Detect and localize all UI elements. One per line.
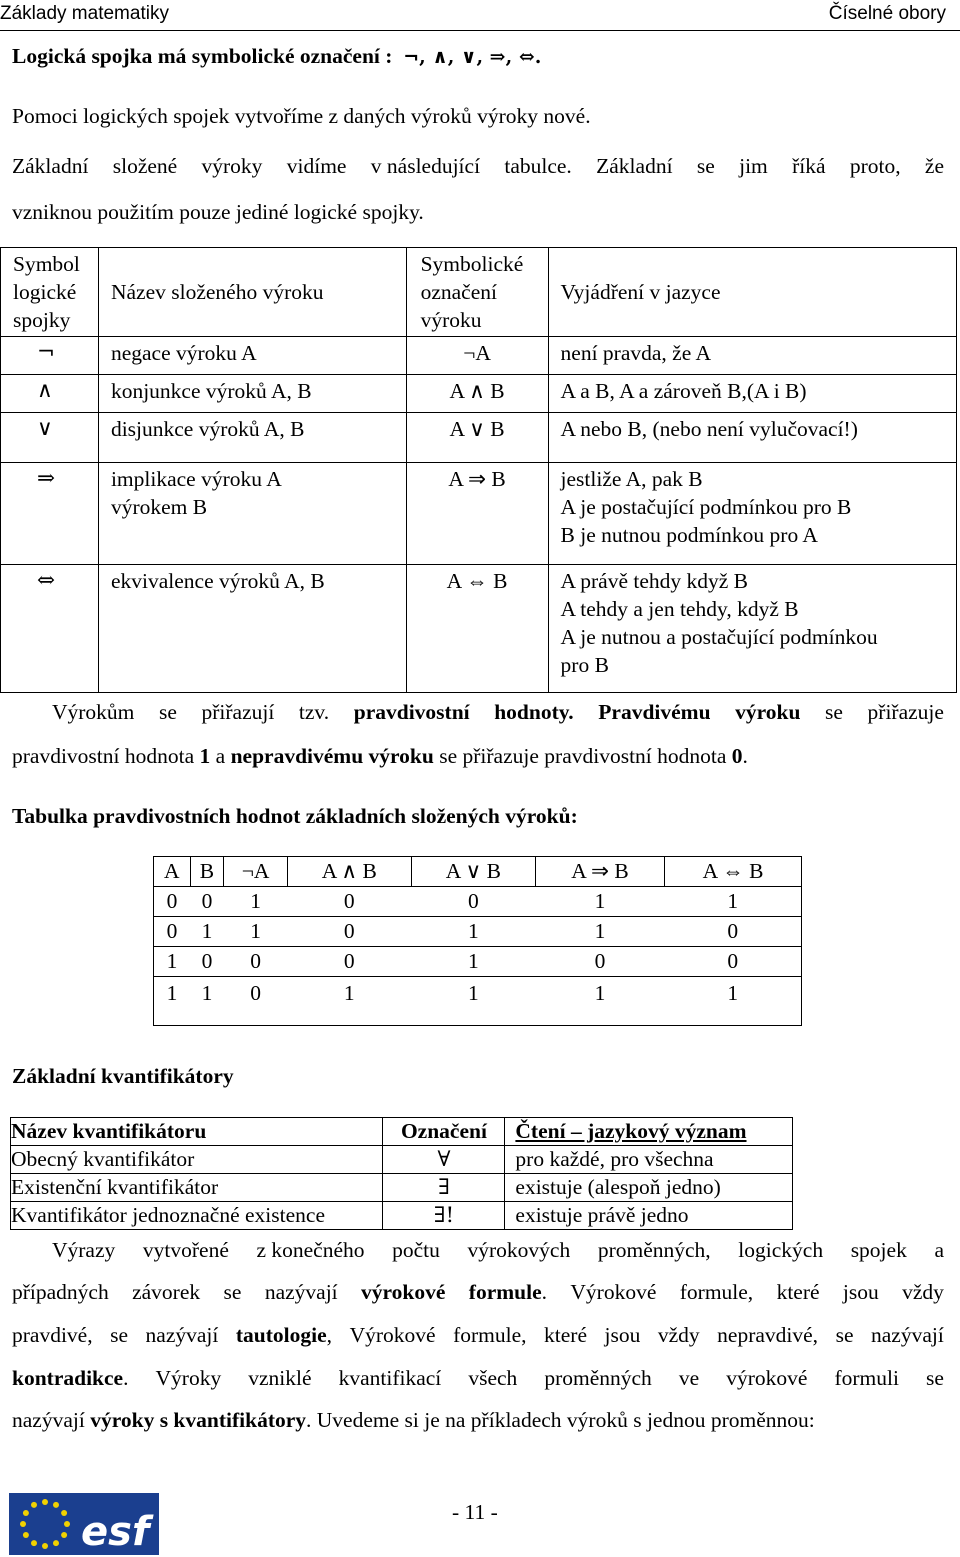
esf-logo xyxy=(9,1493,159,1555)
word: vzniklé xyxy=(248,1366,312,1390)
logo-star xyxy=(42,1543,48,1549)
word: výrokové xyxy=(361,1280,446,1304)
statement-name: ekvivalence výroků A, B xyxy=(98,565,406,693)
word: ve xyxy=(678,1366,700,1390)
statement-meaning: jestliže A, pak B A je postačující podmínkou pro B B je nutnou podmínkou pro A xyxy=(548,463,956,565)
page-header xyxy=(0,0,960,31)
truth-header-cell: A ∧ B xyxy=(287,857,411,887)
paragraph-formulas-line1 xyxy=(52,1238,944,1263)
logo-star xyxy=(23,1532,29,1538)
word: Pravdivému xyxy=(598,700,711,724)
word: formule. xyxy=(468,1280,548,1304)
truth-cell: 0 xyxy=(224,947,287,977)
paragraph-connectives: Logická spojka má symbolické označení : ¬, ∧, ∨, ⇒, ⇔. xyxy=(12,44,542,68)
paragraph-formulas-line2 xyxy=(12,1280,944,1305)
word: výroku xyxy=(735,700,801,724)
truth-header-cell: B xyxy=(190,857,224,887)
word: tautologie, xyxy=(235,1323,333,1347)
quant-header-cell: Čtení – jazykový význam xyxy=(505,1118,793,1146)
quant-row xyxy=(11,1174,793,1202)
logo-star xyxy=(31,1502,37,1508)
word: se xyxy=(159,700,177,724)
truth-cell: 0 xyxy=(154,887,191,917)
truth-row xyxy=(154,947,802,977)
word: se xyxy=(835,1323,854,1347)
quant-header-cell: Název kvantifikátoru xyxy=(11,1118,383,1146)
logo-star xyxy=(42,1499,48,1505)
statement-notation: A ⇒ B xyxy=(406,463,548,565)
word: se xyxy=(825,700,843,724)
truth-table-title: Tabulka pravdivostních hodnot základních složených výroků: xyxy=(12,804,578,828)
truth-cell: 0 xyxy=(154,917,191,947)
truth-header-cell: A ⇔ B xyxy=(665,857,802,887)
word: se xyxy=(696,154,715,178)
table-header-cell: Symbol logické spojky xyxy=(1,248,99,337)
quant-cell: pro každé, pro všechna xyxy=(505,1146,793,1174)
table-row xyxy=(1,463,957,565)
statement-name: negace výroku A xyxy=(98,337,406,375)
paragraph-formulas-line3 xyxy=(12,1323,944,1348)
word: proměnných, xyxy=(597,1238,711,1262)
truth-cell: 0 xyxy=(535,947,664,977)
quant-row xyxy=(11,1202,793,1230)
header-right: Číselné obory xyxy=(828,3,946,24)
paragraph-formulas-line5: nazývají výroky s kvantifikátory. Uvedeme si je na příkladech výroků s jednou proměnnou: xyxy=(12,1408,815,1432)
word: vytvořené xyxy=(142,1238,229,1262)
truth-row xyxy=(154,977,802,1026)
word: vždy xyxy=(902,1280,944,1304)
truth-cell: 0 xyxy=(287,917,411,947)
word: pravdivostní xyxy=(353,700,470,724)
table-header-row xyxy=(1,248,957,337)
word: Výroky xyxy=(155,1366,222,1390)
statement-name: konjunkce výroků A, B xyxy=(98,375,406,413)
truth-cell: 1 xyxy=(190,917,224,947)
table-header-cell: Symbolické označení výroku xyxy=(406,248,548,337)
word: Výrokům xyxy=(52,700,135,724)
word: vidíme xyxy=(286,154,347,178)
word: hodnoty. xyxy=(494,700,574,724)
connective-symbol: ⇒ xyxy=(1,463,99,565)
paragraph-formulas-line4 xyxy=(12,1366,944,1391)
truth-cell: 1 xyxy=(535,887,664,917)
logo-star xyxy=(61,1532,67,1538)
paragraph-new-statements: Pomoci logických spojek vytvoříme z daných výroků výroky nové. xyxy=(12,104,591,128)
header-left: Základy matematiky xyxy=(0,3,169,24)
truth-cell: 1 xyxy=(411,917,535,947)
word: se xyxy=(110,1323,129,1347)
truth-cell: 0 xyxy=(190,947,224,977)
statement-name: disjunkce výroků A, B xyxy=(98,413,406,463)
word: v následující xyxy=(370,154,481,178)
word: formule, xyxy=(679,1280,754,1304)
word: Výrokové xyxy=(570,1280,657,1304)
quant-row xyxy=(11,1146,793,1174)
table-row xyxy=(1,337,957,375)
truth-table xyxy=(153,856,802,1026)
truth-cell: 0 xyxy=(411,887,535,917)
quant-header-cell: Označení xyxy=(383,1118,505,1146)
truth-cell: 1 xyxy=(411,947,535,977)
word: říká xyxy=(792,154,826,178)
word: nazývají xyxy=(264,1280,338,1304)
word: výrokových xyxy=(467,1238,571,1262)
connective-symbol: ∨ xyxy=(1,413,99,463)
quantifier-symbol: ∃! xyxy=(383,1202,505,1230)
connectives-table xyxy=(0,247,957,693)
truth-header-cell: A ∨ B xyxy=(411,857,535,887)
truth-cell: 1 xyxy=(287,977,411,1026)
statement-meaning: není pravda, že A xyxy=(548,337,956,375)
word: kontradikce. xyxy=(12,1366,129,1390)
word: jsou xyxy=(604,1323,641,1347)
word: spojek xyxy=(850,1238,907,1262)
logo-star xyxy=(23,1510,29,1516)
truth-cell: 1 xyxy=(665,887,802,917)
word: které xyxy=(544,1323,587,1347)
quant-header-row xyxy=(11,1118,793,1146)
table-row xyxy=(1,375,957,413)
quantifiers-table xyxy=(10,1117,793,1230)
word: složené xyxy=(112,154,178,178)
statement-notation: A ⇔ B xyxy=(406,565,548,693)
paragraph-basic-line1 xyxy=(12,154,944,179)
quantifier-symbol: ∀ xyxy=(383,1146,505,1174)
quantifiers-title: Základní kvantifikátory xyxy=(12,1064,234,1088)
truth-row xyxy=(154,887,802,917)
table-row xyxy=(1,413,957,463)
quant-cell: existuje (alespoň jedno) xyxy=(505,1174,793,1202)
truth-cell: 1 xyxy=(535,977,664,1026)
word: Výrokové xyxy=(349,1323,436,1347)
word: a xyxy=(934,1238,944,1262)
statement-meaning: A a B, A a zároveň B,(A i B) xyxy=(548,375,956,413)
word: kvantifikací xyxy=(338,1366,442,1390)
truth-cell: 1 xyxy=(224,887,287,917)
truth-cell: 0 xyxy=(224,977,287,1026)
word: formuli xyxy=(834,1366,899,1390)
word: tzv. xyxy=(298,700,330,724)
quant-cell: Obecný kvantifikátor xyxy=(11,1146,383,1174)
truth-cell: 1 xyxy=(190,977,224,1026)
word: Základní xyxy=(596,154,673,178)
statement-notation: A ∨ B xyxy=(406,413,548,463)
word: se xyxy=(223,1280,242,1304)
table-header-cell: Název složeného výroku xyxy=(98,248,406,337)
truth-cell: 0 xyxy=(190,887,224,917)
word: výrokové xyxy=(726,1366,808,1390)
connective-symbol: ¬ xyxy=(1,337,99,375)
quant-cell: existuje právě jedno xyxy=(505,1202,793,1230)
truth-cell: 0 xyxy=(665,917,802,947)
word: pravdivé, xyxy=(12,1323,93,1347)
paragraph-basic-line2: vzniknou použitím pouze jediné logické spojky. xyxy=(12,200,424,224)
word: Základní xyxy=(12,154,89,178)
truth-header-cell: A xyxy=(154,857,191,887)
logo-star xyxy=(53,1502,59,1508)
truth-header-row xyxy=(154,857,802,887)
truth-cell: 0 xyxy=(665,947,802,977)
word: případných xyxy=(12,1280,109,1304)
word: jim xyxy=(739,154,768,178)
word: závorek xyxy=(132,1280,201,1304)
logo-star xyxy=(53,1540,59,1546)
logo-star xyxy=(64,1521,70,1527)
paragraph-truth-values-line2: pravdivostní hodnota 1 a nepravdivému výroku se přiřazuje pravdivostní hodnota 0. xyxy=(12,744,748,768)
truth-cell: 1 xyxy=(665,977,802,1026)
word: nazývají xyxy=(145,1323,219,1347)
truth-cell: 1 xyxy=(411,977,535,1026)
quant-cell: Kvantifikátor jednoznačné existence xyxy=(11,1202,383,1230)
word: z konečného xyxy=(256,1238,365,1262)
table-header-cell: Vyjádření v jazyce xyxy=(548,248,956,337)
table-row xyxy=(1,565,957,693)
truth-cell: 1 xyxy=(224,917,287,947)
word: výroky xyxy=(201,154,263,178)
truth-cell: 0 xyxy=(287,887,411,917)
truth-header-cell: ¬A xyxy=(224,857,287,887)
word: všech xyxy=(468,1366,518,1390)
truth-header-cell: A ⇒ B xyxy=(535,857,664,887)
word: počtu xyxy=(392,1238,440,1262)
connective-symbols: ¬, ∧, ∨, ⇒, ⇔. xyxy=(403,46,542,68)
word: že xyxy=(924,154,944,178)
logo-star xyxy=(61,1510,67,1516)
word: přiřazuje xyxy=(867,700,944,724)
truth-cell: 0 xyxy=(287,947,411,977)
paragraph-truth-values-line1 xyxy=(52,700,944,725)
word: se xyxy=(925,1366,944,1390)
word: logických xyxy=(738,1238,824,1262)
connective-symbol: ∧ xyxy=(1,375,99,413)
statement-meaning: A nebo B, (nebo není vylučovací!) xyxy=(548,413,956,463)
statement-notation: A ∧ B xyxy=(406,375,548,413)
logo-star xyxy=(20,1521,26,1527)
connective-symbol: ⇔ xyxy=(1,565,99,693)
statement-notation: ¬A xyxy=(406,337,548,375)
logo-text: esf xyxy=(81,1509,150,1555)
logo-star xyxy=(31,1540,37,1546)
word: které xyxy=(776,1280,820,1304)
truth-cell: 1 xyxy=(154,947,191,977)
word: nazývají xyxy=(871,1323,944,1347)
statement-name: implikace výroku A výrokem B xyxy=(98,463,406,565)
word: tabulce. xyxy=(504,154,572,178)
truth-cell: 1 xyxy=(535,917,664,947)
quant-cell: Existenční kvantifikátor xyxy=(11,1174,383,1202)
page-number: - 11 - xyxy=(452,1500,498,1524)
quantifier-symbol: ∃ xyxy=(383,1174,505,1202)
truth-cell: 1 xyxy=(154,977,191,1026)
word: proměnných xyxy=(544,1366,652,1390)
truth-row xyxy=(154,917,802,947)
word: formule, xyxy=(453,1323,527,1347)
word: vždy xyxy=(657,1323,700,1347)
word: nepravdivé, xyxy=(717,1323,819,1347)
word: jsou xyxy=(842,1280,879,1304)
word: proto, xyxy=(849,154,901,178)
statement-meaning: A právě tehdy když B A tehdy a jen tehdy, když B A je nutnou a postačující podmínkou pro B xyxy=(548,565,956,693)
word: Výrazy xyxy=(52,1238,116,1262)
word: přiřazují xyxy=(201,700,275,724)
